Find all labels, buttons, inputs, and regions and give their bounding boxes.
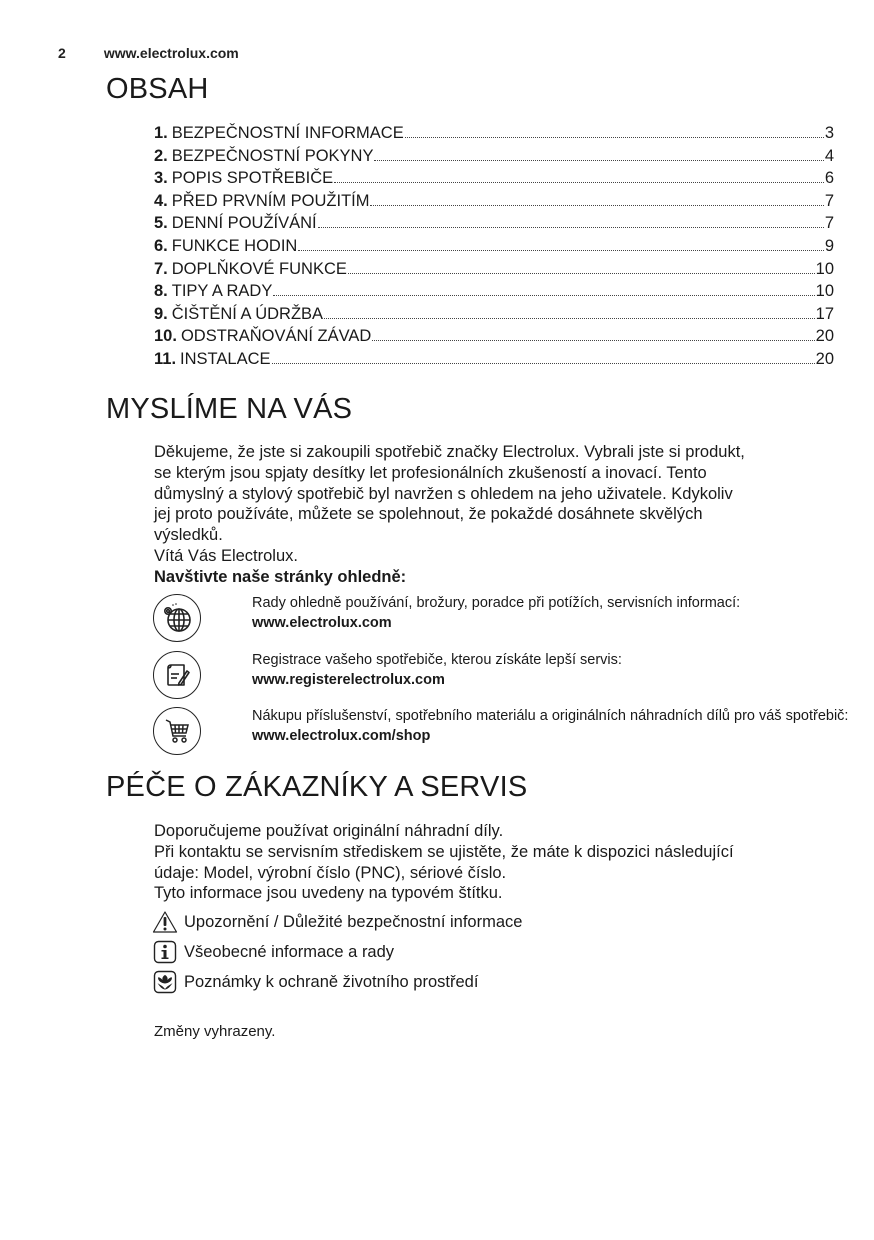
toc-item-label: PŘED PRVNÍM POUŽITÍM bbox=[171, 191, 370, 210]
service-line: Při kontaktu se servisním střediskem se ujistěte, že máte k dispozici následující bbox=[154, 842, 734, 861]
toc-item-number: 8. bbox=[154, 282, 168, 301]
toc-item-4[interactable] bbox=[154, 190, 834, 213]
intro-line: se kterým jsou spjaty desítky let profesionálních zkušeností a inovací. Tento bbox=[154, 463, 707, 482]
toc-item-number: 9. bbox=[154, 304, 168, 323]
registration-form-icon bbox=[153, 651, 201, 699]
toc-item-label: FUNKCE HODIN bbox=[171, 236, 298, 255]
toc-item-number: 5. bbox=[154, 214, 168, 233]
visit-text bbox=[252, 594, 740, 642]
toc-item-page: 6 bbox=[824, 169, 834, 188]
globe-at-icon bbox=[153, 594, 201, 642]
toc-item-number: 10. bbox=[154, 327, 177, 346]
intro-greeting: Vítá Vás Electrolux. bbox=[154, 546, 298, 565]
thinking-of-you-title: MYSLÍME NA VÁS bbox=[106, 393, 353, 425]
toc-item-label: DENNÍ POUŽÍVÁNÍ bbox=[171, 214, 317, 233]
legend-item-warning bbox=[152, 907, 522, 937]
toc-item-11[interactable] bbox=[154, 348, 834, 371]
service-line: Tyto informace jsou uvedeny na typovém štítku. bbox=[154, 884, 503, 903]
toc-item-page: 7 bbox=[824, 191, 834, 210]
toc-item-number: 4. bbox=[154, 191, 168, 210]
toc-item-number: 11. bbox=[154, 349, 177, 368]
shopping-cart-icon bbox=[153, 707, 201, 755]
legend-label: Poznámky k ochraně životního prostředí bbox=[184, 972, 479, 991]
toc-item-page: 10 bbox=[815, 282, 834, 301]
service-line: údaje: Model, výrobní číslo (PNC), sériové číslo. bbox=[154, 863, 507, 882]
visit-item-registration bbox=[153, 651, 853, 699]
legend-item-info bbox=[152, 937, 522, 967]
toc-leader-dots bbox=[372, 339, 814, 341]
legend-label: Všeobecné informace a rady bbox=[184, 942, 395, 961]
toc-item-number: 6. bbox=[154, 236, 168, 255]
register-electrolux-link[interactable]: www.registerelectrolux.com bbox=[252, 671, 445, 688]
legend-item-environment bbox=[152, 967, 522, 997]
toc-item-number: 1. bbox=[154, 124, 168, 142]
intro-line: důmyslný a stylový spotřebič byl navržen s ohledem na jeho uživatele. Kdykoliv bbox=[154, 484, 733, 503]
toc-leader-dots bbox=[348, 272, 815, 274]
changes-note: Změny vyhrazeny. bbox=[154, 1023, 276, 1040]
visit-description: Registrace vašeho spotřebiče, kterou získáte lepší servis: bbox=[252, 652, 622, 668]
toc-item-5[interactable] bbox=[154, 212, 834, 235]
visit-description: Rady ohledně používání, brožury, poradce při potížích, servisních informací: bbox=[252, 595, 741, 611]
visit-description: Nákupu příslušenství, spotřebního materiálu a originálních náhradních dílů pro váš spotřebič: bbox=[252, 708, 849, 724]
toc-item-label: DOPLŇKOVÉ FUNKCE bbox=[171, 259, 347, 278]
electrolux-shop-link[interactable]: www.electrolux.com/shop bbox=[252, 727, 431, 744]
toc-item-10[interactable] bbox=[154, 325, 834, 348]
toc-item-number: 2. bbox=[154, 146, 168, 165]
service-line: Doporučujeme používat originální náhradní díly. bbox=[154, 822, 504, 840]
toc-item-7[interactable] bbox=[154, 258, 834, 281]
toc-leader-dots bbox=[273, 294, 814, 296]
intro-line: Děkujeme, že jste si zakoupili spotřebič značky Electrolux. Vybrali jste si produkt, bbox=[154, 443, 745, 461]
toc-item-number: 7. bbox=[154, 259, 168, 278]
toc-item-2[interactable] bbox=[154, 145, 834, 168]
toc-leader-dots bbox=[298, 249, 823, 251]
toc-item-label: INSTALACE bbox=[180, 349, 271, 368]
toc-item-page: 17 bbox=[815, 304, 834, 323]
toc-item-label: TIPY A RADY bbox=[171, 282, 273, 301]
header-website: www.electrolux.com bbox=[103, 45, 239, 61]
toc-leader-dots bbox=[324, 317, 815, 319]
intro-line: výsledků. bbox=[154, 526, 223, 545]
toc-title: OBSAH bbox=[106, 73, 209, 105]
toc-item-page: 20 bbox=[815, 327, 834, 346]
toc-item-6[interactable] bbox=[154, 235, 834, 258]
table-of-contents bbox=[154, 122, 834, 371]
electrolux-link[interactable]: www.electrolux.com bbox=[252, 614, 392, 631]
toc-leader-dots bbox=[405, 136, 824, 138]
toc-item-3[interactable] bbox=[154, 167, 834, 190]
toc-item-8[interactable] bbox=[154, 280, 834, 303]
page-number: 2 bbox=[58, 45, 66, 61]
visit-text bbox=[252, 707, 848, 755]
info-icon bbox=[152, 940, 178, 964]
toc-leader-dots bbox=[374, 159, 823, 161]
toc-item-page: 10 bbox=[815, 259, 834, 278]
page-header bbox=[58, 45, 239, 61]
visit-item-shop bbox=[153, 707, 853, 755]
toc-item-page: 9 bbox=[824, 236, 834, 255]
toc-item-page: 4 bbox=[824, 146, 834, 165]
toc-item-page: 20 bbox=[815, 349, 834, 368]
toc-item-label: POPIS SPOTŘEBIČE bbox=[171, 169, 334, 188]
toc-leader-dots bbox=[272, 362, 815, 364]
toc-item-label: ODSTRAŇOVÁNÍ ZÁVAD bbox=[180, 327, 372, 346]
customer-care-paragraph bbox=[154, 821, 844, 904]
toc-leader-dots bbox=[370, 204, 823, 206]
intro-line: jej proto používáte, můžete se spolehnout, že pokaždé dosáhnete skvělých bbox=[154, 505, 703, 524]
toc-item-label: ČIŠTĚNÍ A ÚDRŽBA bbox=[171, 304, 324, 323]
legend-label: Upozornění / Důležité bezpečnostní informace bbox=[184, 912, 523, 931]
toc-item-page: 3 bbox=[824, 124, 834, 142]
customer-care-title: PÉČE O ZÁKAZNÍKY A SERVIS bbox=[106, 771, 528, 803]
toc-leader-dots bbox=[334, 181, 824, 183]
visit-item-support bbox=[153, 594, 853, 642]
warning-icon bbox=[152, 910, 178, 934]
visit-text bbox=[252, 651, 622, 699]
intro-paragraph bbox=[154, 442, 844, 588]
environment-icon bbox=[152, 970, 178, 994]
toc-item-page: 7 bbox=[824, 214, 834, 233]
toc-item-1[interactable] bbox=[154, 122, 834, 145]
toc-item-label: BEZPEČNOSTNÍ POKYNY bbox=[171, 146, 374, 165]
visit-heading: Navštivte naše stránky ohledně: bbox=[154, 567, 407, 586]
toc-item-label: BEZPEČNOSTNÍ INFORMACE bbox=[171, 124, 404, 142]
toc-item-9[interactable] bbox=[154, 303, 834, 326]
symbol-legend bbox=[152, 907, 522, 997]
toc-leader-dots bbox=[318, 226, 824, 228]
toc-item-number: 3. bbox=[154, 169, 168, 188]
